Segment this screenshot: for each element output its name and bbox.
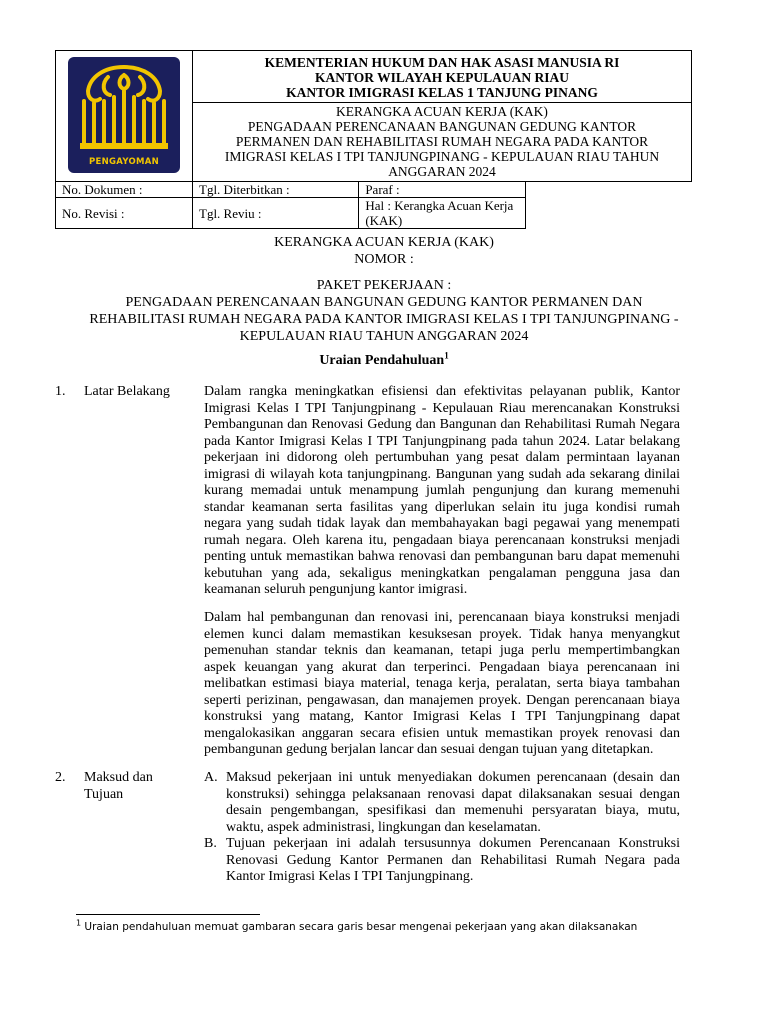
paket-line: PENGADAAN PERENCANAAN BANGUNAN GEDUNG KANTOR PERMANEN DAN [125, 295, 643, 310]
paket-line: KEPULAUAN RIAU TAHUN ANGGARAN 2024 [239, 329, 529, 344]
logo-cell [56, 51, 193, 182]
footnote-ref: 1 [444, 350, 449, 361]
kak-title-line: PERMANEN DAN REHABILITASI RUMAH NEGARA PADA KANTOR [235, 134, 649, 149]
meta-row-revision [56, 198, 692, 229]
section-heading: Latar Belakang [84, 384, 170, 399]
footnote-text: Uraian pendahuluan memuat gambaran secara garis besar mengenai pekerjaan yang akan dilaksanakan [81, 921, 638, 933]
ministry-line: KANTOR WILAYAH KEPULAUAN RIAU [315, 70, 569, 85]
footnote-mark: 1 [76, 918, 82, 928]
section-heading [84, 770, 194, 803]
list-item [204, 770, 680, 836]
latar-belakang-paragraph-2: Dalam hal pembangunan dan renovasi ini, perencanaan biaya konstruksi menjadi elemen kunci dalam memastikan kesuksesan proyek. Tidak hanya menyangkut pemenuhan standar teknis dan keamanan, tetapi juga perlu mempertimbangkan aspek keuangan yang akurat dan terperinci. Pengadaan biaya perencanaan ini melibatkan estimasi biaya material, tenaga kerja, peralatan, serta biaya tambahan seperti perizinan, pengawasan, dan manajemen proyek. Dengan perencanaan biaya konstruksi yang matang, Kantor Imigrasi Kelas I TPI Tanjungpinang dapat mengalokasikan anggaran secara efisien untuk memastikan proyek renovasi dan pembangunan gedung berjalan lancar dan sesuai dengan tujuan yang ditetapkan. [204, 610, 680, 757]
kak-document-title [193, 103, 692, 182]
footnote-separator [76, 914, 260, 915]
meta-row-document [56, 182, 692, 198]
nomor-label: NOMOR : [354, 252, 414, 267]
list-marker: B. [204, 836, 217, 851]
logo-caption: PENGAYOMAN [88, 156, 160, 167]
footnote [76, 920, 637, 934]
ministry-line: KANTOR IMIGRASI KELAS 1 TANJUNG PINANG [286, 85, 598, 100]
issued-date-field: Tgl. Diterbitkan : [193, 182, 359, 198]
section-heading-line: Tujuan [84, 786, 124, 802]
document-title: KERANGKA ACUAN KERJA (KAK) [274, 235, 494, 250]
kak-title-line: KERANGKA ACUAN KERJA (KAK) [336, 104, 548, 119]
uraian-heading-text: Uraian Pendahuluan [319, 353, 445, 368]
doc-number-field: No. Dokumen : [56, 182, 193, 198]
latar-belakang-paragraph-1: Dalam rangka meningkatkan efisiensi dan efektivitas pelayanan publik, Kantor Imigrasi Kelas I TPI Tanjungpinang - Kepulauan Riau merencanakan Konstruksi Pembangunan dan Renovasi Gedung dan Bangunan dan Rehabilitasi Rumah Negara pada Kantor Imigrasi Kelas I TPI Tanjungpinang pada tahun 2024. Latar belakang pekerjaan ini didorong oleh pertumbuhan yang pesat dalam permintaan layanan imigrasi di wilayah kota tanjungpinang. Bangunan yang sudah ada sekarang dinilai kurang memadai untuk menampung jumlah pengunjung dan kurang memenuhi standar keamanan serta fasilitas yang diperlukan selain itu juga kondisi rumah negara yang sudah tidak layak dan membahayakan bagi pegawai yang menempati rumah negara. Oleh karena itu, pengadaan biaya perencanaan konstruksi menjadi penting untuk memastikan bahwa renovasi dan pembangunan baru dapat memenuhi kebutuhan yang ada, sekaligus meningkatkan pengalaman pengguna jasa dan keamanan seluruh pengunjung kantor imigrasi. [204, 384, 680, 597]
section-number: 1. [55, 384, 66, 399]
banyan-tree-icon [68, 57, 180, 173]
list-item-text: Tujuan pekerjaan ini adalah tersusunnya dokumen Perencanaan Konstruksi Renovasi Gedung Kantor Permanen dan Rehabilitasi Rumah Negara pada Kantor Imigrasi Kelas I TPI Tanjungpinang. [226, 836, 680, 884]
paraf-field: Paraf : [359, 182, 525, 198]
kak-title-line: IMIGRASI KELAS I TPI TANJUNGPINANG - KEPULAUAN RIAU TAHUN [224, 149, 660, 164]
list-marker: A. [204, 770, 218, 785]
list-item [204, 836, 680, 886]
review-date-field: Tgl. Reviu : [193, 198, 359, 229]
maksud-tujuan-list [204, 770, 680, 886]
paket-line: REHABILITASI RUMAH NEGARA PADA KANTOR IMIGRASI KELAS I TPI TANJUNGPINANG - [89, 312, 679, 327]
revision-number-field: No. Revisi : [56, 198, 193, 229]
section-number: 2. [55, 770, 66, 785]
kak-title-line: PENGADAAN PERENCANAAN BANGUNAN GEDUNG KANTOR [247, 119, 637, 134]
ministry-line: KEMENTERIAN HUKUM DAN HAK ASASI MANUSIA RI [264, 55, 620, 70]
ministry-heading [193, 51, 692, 103]
uraian-heading [0, 352, 768, 369]
subject-field: Hal : Kerangka Acuan Kerja (KAK) [359, 198, 525, 229]
document-header-table [55, 50, 692, 229]
list-item-text: Maksud pekerjaan ini untuk menyediakan dokumen perencanaan (desain dan konstruksi) sehingga pelaksanaan renovasi dapat dilaksanakan sesuai dengan desain pengembangan, spesifikasi dan memenuhi persyaratan biaya, mutu, waktu, aspek administrasi, lingkungan dan keselamatan. [226, 770, 680, 835]
kak-title-line: ANGGARAN 2024 [388, 164, 496, 179]
section-heading-line: Maksud dan [84, 770, 153, 785]
paket-label: PAKET PEKERJAAN : [316, 278, 452, 293]
pengayoman-logo [68, 57, 180, 173]
